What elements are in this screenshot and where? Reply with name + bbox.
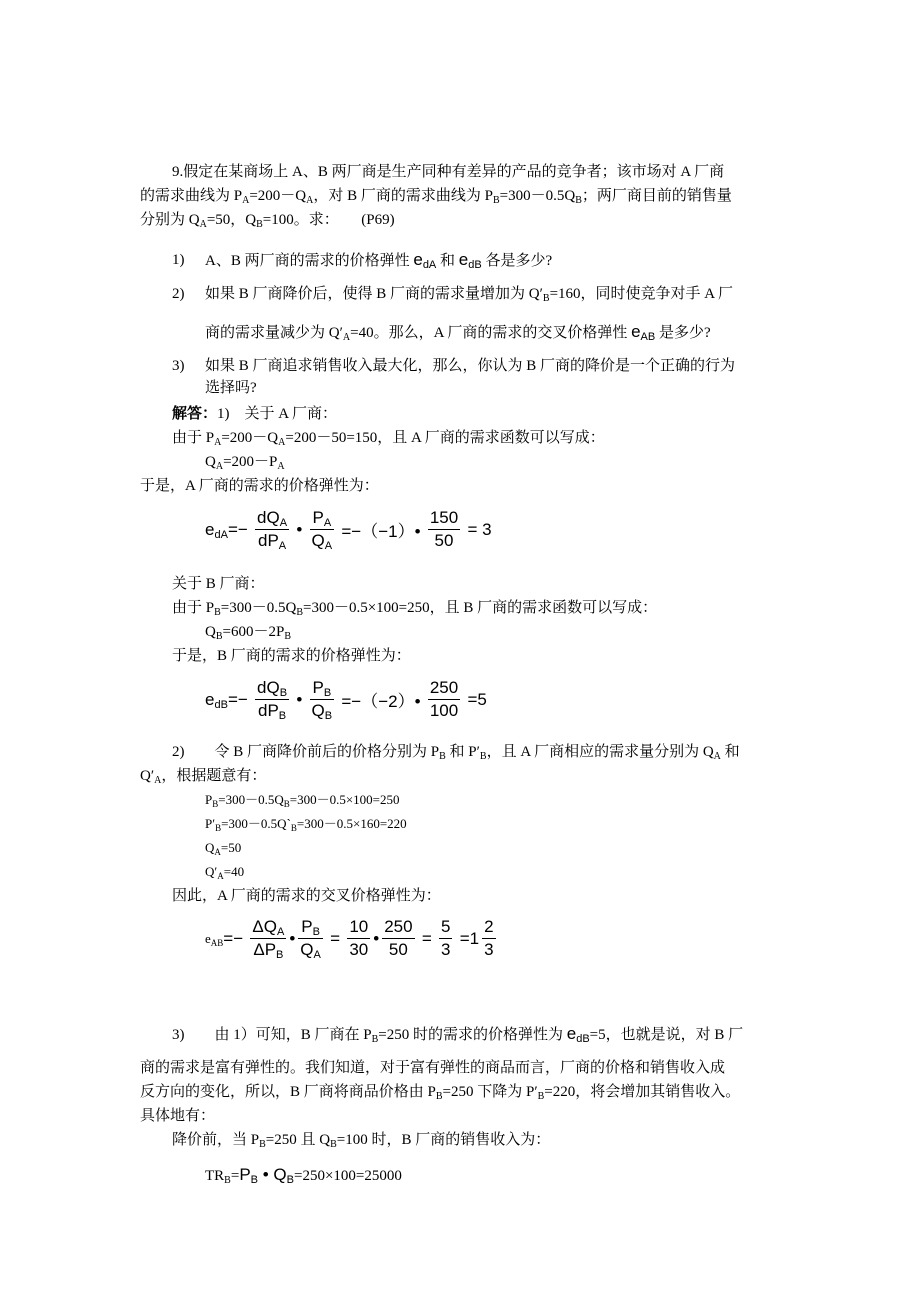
formula-eda: $e_{dA}=-$ $\frac{dQ_A}{dP_A}$ • $\frac{P_A}{Q_A}$ =−（−1）• $\frac{150}{50}$ = 3: [205, 508, 492, 552]
answer-1-demand-b: $Q_B=600-2P_B$: [205, 624, 291, 642]
answer-2-line-1: 2) 令 B 厂商降价前后的价格分别为 $P_B$ 和 $P'_B$，且 A 厂商相应的需求量分别为 $Q_A$ 和: [172, 744, 740, 762]
question-1-number: 1): [172, 252, 185, 268]
answer-2-eq-1: $P_B=300-0.5Q_B=300-0.5\times 100=250$: [205, 792, 400, 809]
answer-1-b-line-3: 于是，B 厂商的需求的价格弹性为：: [172, 648, 411, 664]
problem-intro-line-2: 的需求曲线为 $P_A=200-Q_A$，对 B 厂商的需求曲线为 $P_B=300-0.5Q_B$；两厂商目前的销售量: [140, 188, 732, 206]
edb-fraction-2: $\frac{P_B}{Q_B}$: [311, 678, 333, 722]
eda-fraction-1: $\frac{dQ_A}{dP_A}$: [257, 508, 288, 552]
eab-fraction-6: $\frac{2}{3}$: [484, 917, 494, 959]
question-3-line-2: 选择吗?: [205, 380, 257, 396]
edb-fraction-1: $\frac{dQ_B}{dP_B}$: [257, 678, 288, 722]
answer-1-line-1: 由于 $P_A=200-Q_A=200-50=150$，且 A 厂商的需求函数可以写成：: [172, 430, 605, 448]
question-2-line-2: 商的需求量减少为 $Q'_A=40$。那么，A 厂商的需求的交叉价格弹性 $e_{AB}$ 是多少?: [205, 322, 711, 343]
answer-3-line-2: 商的需求是富有弹性的。我们知道，对于富有弹性的商品而言，厂商的价格和销售收入成: [140, 1060, 726, 1076]
question-3-number: 3): [172, 358, 185, 374]
eda-fraction-2: $\frac{P_A}{Q_A}$: [311, 508, 333, 552]
eab-fraction-1: $\frac{\Delta Q_A}{\Delta P_B}$: [252, 917, 285, 961]
answer-2-line-2: $Q'_A$，根据题意有：: [140, 768, 267, 786]
answer-3-line-5: 降价前，当 $P_B=250$ 且 $Q_B=100$ 时，B 厂商的销售收入为：: [172, 1132, 551, 1150]
eda-fraction-3: $\frac{150}{50}$: [429, 508, 459, 550]
formula-eab: $e_{AB}=-$ $\frac{\Delta Q_A}{\Delta P_B}$ • $\frac{P_B}{Q_A}$ = $\frac{10}{30}$ • $\frac{250}{50}$ = $\frac{5}{3}$ =1 $\frac{2}{3}$: [205, 917, 494, 961]
answer-2-eq-4: $Q'_A=40$: [205, 864, 245, 881]
question-2-line-1: 如果 B 厂商降价后，使得 B 厂商的需求量增加为 $Q'_B=160$，同时使竞争对手 A 厂: [205, 286, 734, 304]
eab-fraction-3: $\frac{10}{30}$: [349, 917, 369, 959]
formula-edb: $e_{dB}=-$ $\frac{dQ_B}{dP_B}$ • $\frac{P_B}{Q_B}$ =−（−2）• $\frac{250}{100}$ =5: [205, 678, 487, 722]
answer-1-line-3: 于是，A 厂商的需求的价格弹性为：: [140, 478, 379, 494]
question-3-line-1: 如果 B 厂商追求销售收入最大化，那么，你认为 B 厂商的降价是一个正确的行为: [205, 358, 736, 374]
formula-revenue: $TR_B=P_B$ • $Q_B=250\times 100=25000$: [205, 1165, 402, 1186]
answer-1-b-line-1: 由于 $P_B=300-0.5Q_B=300-0.5\times 100=250$，且 B 厂商的需求函数可以写成：: [172, 600, 658, 618]
answer-3-line-4: 具体地有：: [140, 1108, 216, 1124]
question-2-number: 2): [172, 286, 185, 302]
problem-intro-line-3: 分别为 $Q_A=50$，$Q_B=100$。求： (P69): [140, 212, 395, 230]
problem-intro-line-1: 9.假定在某商场上 A、B 两厂商是生产同种有差异的产品的竞争者；该市场对 A 厂商: [172, 164, 725, 180]
answer-1-b-heading: 关于 B 厂商：: [172, 576, 265, 592]
eab-fraction-2: $\frac{P_B}{Q_A}$: [300, 917, 321, 961]
answer-3-line-1: 3) 由 1）可知，B 厂商在 $P_B=250$ 时的需求的价格弹性为 $e_{dB}=5$，也就是说，对 B 厂: [172, 1024, 744, 1045]
answer-1-demand-a: $Q_A=200-P_A$: [205, 454, 285, 472]
eab-fraction-4: $\frac{250}{50}$: [384, 917, 413, 959]
answer-3-line-3: 反方向的变化，所以，B 厂商将商品价格由 $P_B=250$ 下降为 $P'_B=220$，将会增加其销售收入。: [140, 1084, 741, 1102]
answer-2-eq-2: $P'_B=300-0.5Q`_B=300-0.5\times 160=220$: [205, 816, 407, 833]
question-1: A、B 两厂商的需求的价格弹性 $e_{dA}$ 和 $e_{dB}$ 各是多少?: [205, 250, 553, 271]
answer-2-line-3: 因此，A 厂商的需求的交叉价格弹性为：: [172, 888, 441, 904]
edb-fraction-3: $\frac{250}{100}$: [429, 678, 459, 720]
eab-fraction-5: $\frac{5}{3}$: [441, 917, 451, 959]
answer-2-eq-3: $Q_A=50$: [205, 840, 242, 857]
answer-heading: 解答：1) 关于 A 厂商：: [172, 406, 338, 422]
